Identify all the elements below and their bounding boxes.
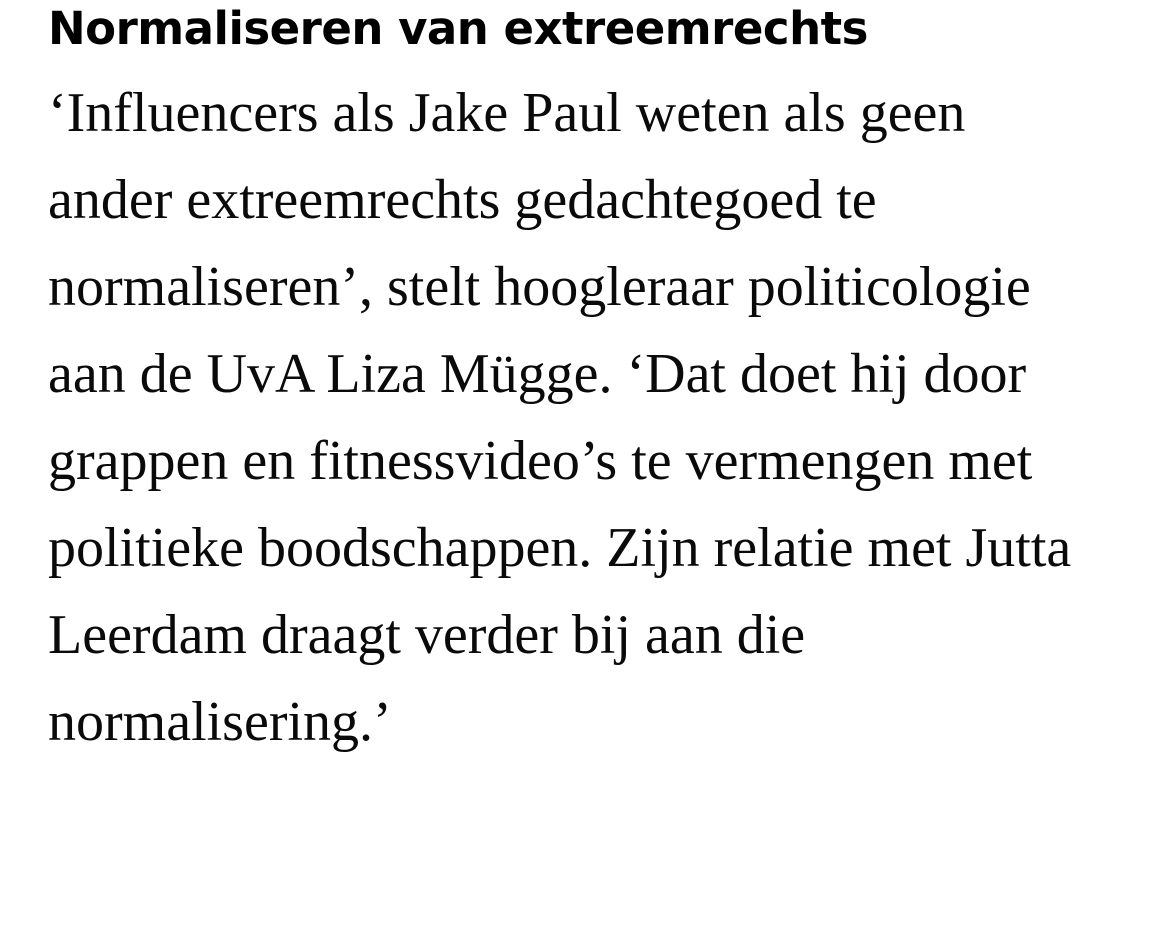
article-body-paragraph: ‘Influencers als Jake Paul weten als geen ander extreemrechts gedachtegoed te normaliseren’, stelt hoogleraar politicologie aan de UvA Liza Mügge. ‘Dat doet hij door grappen en fitnessvideo’s te vermengen met politieke boodschappen. Zijn relatie met Jutta Leerdam draagt verder bij aan die normalisering.’ [48,82,1072,754]
article-kicker-heading: Normaliseren van extreemrechts [48,2,868,55]
